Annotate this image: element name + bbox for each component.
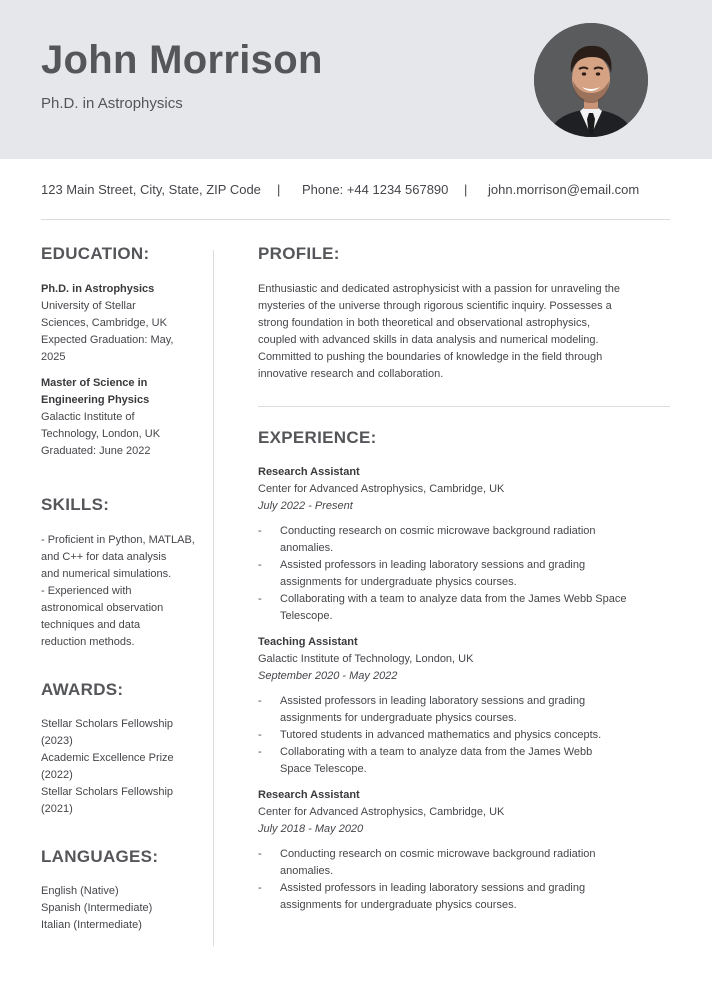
degree-title: Master of Science in	[41, 377, 148, 389]
education-line: Expected Graduation: May,	[41, 334, 174, 346]
job-org: Center for Advanced Astrophysics, Cambridge, UK	[258, 806, 505, 818]
award-line: (2021)	[41, 803, 73, 815]
awards-heading: AWARDS:	[41, 680, 124, 699]
education-line: University of Stellar	[41, 300, 136, 312]
skills-line: astronomical observation	[41, 602, 164, 614]
bullet-text: Assisted professors in leading laboratory sessions and grading	[280, 695, 586, 707]
profile-photo	[534, 23, 648, 137]
bullet-item	[258, 693, 672, 727]
award-line: (2023)	[41, 735, 73, 747]
degree-title: Ph.D. in Astrophysics	[41, 283, 155, 295]
skills-line: and numerical simulations.	[41, 568, 172, 580]
bullet-text: assignments for undergraduate physics courses.	[280, 899, 517, 911]
experience-heading: EXPERIENCE:	[258, 428, 377, 447]
award-line: Academic Excellence Prize	[41, 752, 174, 764]
contact-email[interactable]: john.morrison@email.com	[488, 182, 640, 197]
languages-list	[41, 883, 209, 934]
bullet-dash: -	[258, 882, 262, 894]
contact-address: 123 Main Street, City, State, ZIP Code	[41, 182, 261, 197]
person-title: Ph.D. in Astrophysics	[41, 95, 183, 112]
education-line: Graduated: June 2022	[41, 445, 151, 457]
job-dates: September 2020 - May 2022	[258, 670, 398, 682]
languages-heading: LANGUAGES:	[41, 847, 159, 866]
bullet-text: Tutored students in advanced mathematics and physics concepts.	[280, 729, 602, 741]
job-entry	[258, 634, 672, 778]
bullet-text: Space Telescope.	[280, 763, 367, 775]
profile-line: mysteries of the universe through rigorous scientific inquiry. Possesses a	[258, 300, 612, 312]
bullet-text: Conducting research on cosmic microwave background radiation	[280, 525, 596, 537]
job-bullets	[258, 523, 672, 625]
divider	[258, 406, 670, 407]
contact-separator: |	[464, 182, 468, 197]
degree-title: Engineering Physics	[41, 394, 150, 406]
bullet-text: anomalies.	[280, 865, 334, 877]
language-line: English (Native)	[41, 885, 119, 897]
bullet-dash: -	[258, 729, 262, 741]
bullet-text: Collaborating with a team to analyze data from the James Webb	[280, 746, 593, 758]
person-name: John Morrison	[41, 38, 323, 82]
bullet-item	[258, 744, 672, 778]
bullet-dash: -	[258, 848, 262, 860]
job-entry	[258, 787, 672, 914]
job-role: Research Assistant	[258, 466, 360, 478]
job-bullets	[258, 846, 672, 914]
job-org: Galactic Institute of Technology, London, UK	[258, 653, 474, 665]
profile-line: Enthusiastic and dedicated astrophysicist with a passion for unraveling the	[258, 283, 620, 295]
bullet-item	[258, 557, 672, 591]
bullet-dash: -	[258, 559, 262, 571]
skills-line: and C++ for data analysis	[41, 551, 167, 563]
bullet-dash: -	[258, 593, 262, 605]
profile-line: coupled with advanced skills in data analysis and numerical modeling.	[258, 334, 599, 346]
bullet-text: anomalies.	[280, 542, 334, 554]
profile-line: innovative research and collaboration.	[258, 368, 444, 380]
experience-list	[258, 464, 672, 914]
bullet-dash: -	[258, 525, 262, 537]
bullet-dash: -	[258, 746, 262, 758]
bullet-text: Assisted professors in leading laboratory sessions and grading	[280, 559, 586, 571]
job-bullets	[258, 693, 672, 778]
bullet-text: Conducting research on cosmic microwave background radiation	[280, 848, 596, 860]
profile-line: strong foundation in both theoretical and observational astrophysics,	[258, 317, 591, 329]
bullet-dash: -	[258, 695, 262, 707]
education-heading: EDUCATION:	[41, 244, 150, 263]
education-line: Galactic Institute of	[41, 411, 135, 423]
bullet-text: Telescope.	[280, 610, 333, 622]
award-line: Stellar Scholars Fellowship	[41, 718, 174, 730]
skills-line: reduction methods.	[41, 636, 135, 648]
contact-separator: |	[277, 182, 281, 197]
profile-line: Committed to pushing the boundaries of knowledge in the field through	[258, 351, 603, 363]
skills-heading: SKILLS:	[41, 495, 110, 514]
job-dates: July 2022 - Present	[258, 500, 353, 512]
award-line: (2022)	[41, 769, 73, 781]
bullet-text: Assisted professors in leading laboratory sessions and grading	[280, 882, 586, 894]
bullet-item	[258, 591, 672, 625]
skills-line: techniques and data	[41, 619, 141, 631]
skills-line: - Experienced with	[41, 585, 132, 597]
column-divider	[213, 250, 214, 946]
bullet-text: assignments for undergraduate physics courses.	[280, 576, 517, 588]
portrait-image	[534, 23, 648, 137]
job-role: Teaching Assistant	[258, 636, 358, 648]
profile-summary	[258, 281, 672, 383]
awards-list	[41, 716, 209, 818]
bullet-item	[258, 846, 672, 880]
job-entry	[258, 464, 672, 625]
bullet-item	[258, 523, 672, 557]
bullet-item	[258, 727, 672, 744]
bullet-text: assignments for undergraduate physics courses.	[280, 712, 517, 724]
education-line: Technology, London, UK	[41, 428, 161, 440]
bullet-text: Collaborating with a team to analyze data from the James Webb Space	[280, 593, 627, 605]
skills-list	[41, 532, 209, 651]
education-list	[41, 281, 209, 460]
profile-heading: PROFILE:	[258, 244, 340, 263]
job-role: Research Assistant	[258, 789, 360, 801]
award-line: Stellar Scholars Fellowship	[41, 786, 174, 798]
skills-line: - Proficient in Python, MATLAB,	[41, 534, 195, 546]
divider	[41, 219, 670, 220]
education-line: Sciences, Cambridge, UK	[41, 317, 167, 329]
language-line: Spanish (Intermediate)	[41, 902, 153, 914]
job-dates: July 2018 - May 2020	[258, 823, 364, 835]
job-org: Center for Advanced Astrophysics, Cambridge, UK	[258, 483, 505, 495]
education-line: 2025	[41, 351, 66, 363]
contact-phone: Phone: +44 1234 567890	[302, 182, 449, 197]
bullet-item	[258, 880, 672, 914]
header-banner	[0, 0, 712, 159]
language-line: Italian (Intermediate)	[41, 919, 142, 931]
